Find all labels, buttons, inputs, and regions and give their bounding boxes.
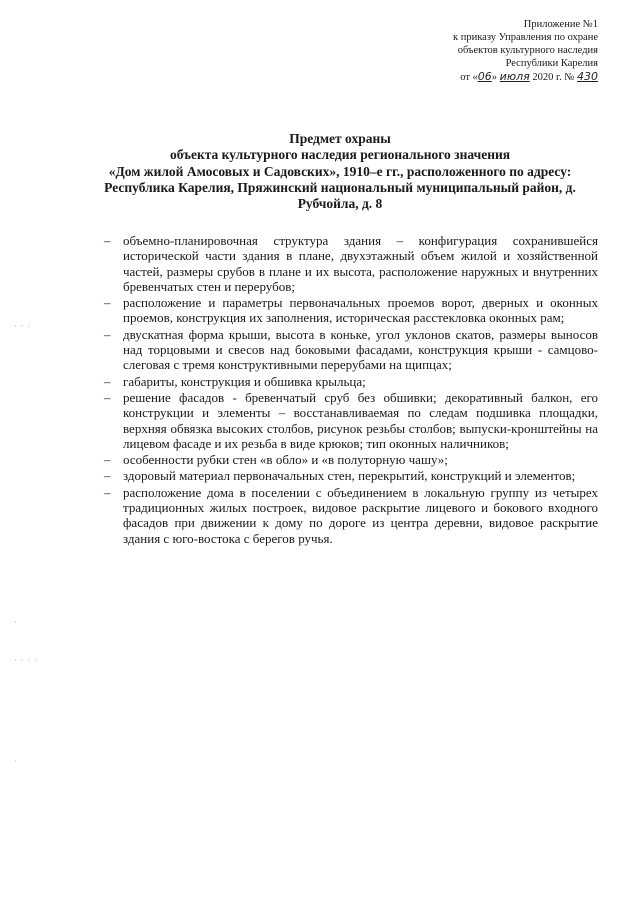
list-item: – здоровый материал первоначальных стен, перекрытий, конструкций и элементов; <box>102 468 598 483</box>
title-line-5: Рубчойла, д. 8 <box>297 196 383 212</box>
title-line-3: «Дом жилой Амосовых и Садовских», 1910–е гг., расположенного по адресу: <box>108 163 572 179</box>
list-item: – особенности рубки стен «в обло» и «в полуторную чашу»; <box>102 452 598 467</box>
appendix-authority-line: объектов культурного наследия <box>457 45 598 56</box>
list-item: – двускатная форма крыши, высота в коньке, угол уклонов скатов, размеры выносов над торцовыми и свесов над боковыми фасадами, конструкция крыши - самцово-слеговая с тремя конструктивными перерубами на щипцах; <box>102 327 598 373</box>
date-month: июля <box>499 70 530 83</box>
title-line-1: Предмет охраны <box>289 131 391 146</box>
list-item: – габариты, конструкция и обшивка крыльца; <box>102 374 598 389</box>
date-year: 2020 г. № <box>529 72 577 83</box>
title-line-2: объекта культурного наследия регионального значения <box>169 147 511 163</box>
date-prefix: от « <box>460 72 478 83</box>
appendix-header <box>368 18 598 84</box>
scan-artifact: · · · <box>14 322 31 331</box>
appendix-date-line <box>368 70 598 84</box>
title-line-4: Республика Карелия, Пряжинский национальный муниципальный район, д. <box>104 179 576 195</box>
appendix-number: Приложение №1 <box>523 19 598 30</box>
scan-artifact: · · · · <box>14 656 38 665</box>
list-item: – расположение и параметры первоначальных проемов ворот, дверных и оконных проемов, конструкция их заполнения, историческая расстекловка оконных рам; <box>102 295 598 326</box>
protection-items-list <box>102 233 598 547</box>
list-item: – объемно-планировочная структура здания – конфигурация сохранившейся исторической части здания в плане, двухэтажный объем жилой и хозяйственной частей, размеры срубов в плане и их высота, расположение наружных и внутренних бревенчатых стен и перерубов; <box>102 233 598 294</box>
appendix-region-line: Республики Карелия <box>505 58 598 69</box>
scan-artifact: · <box>14 618 18 627</box>
document-title <box>100 131 580 212</box>
date-separator: » <box>491 72 500 83</box>
scan-artifact: · <box>14 757 18 766</box>
order-number: 430 <box>577 70 598 83</box>
list-item: – расположение дома в поселении с объединением в локальную группу из четырех традиционных жилых построек, видовое раскрытие лицевого и бокового входного фасадов при движении к дому по дороге из центра деревни, видовое раскрытие здания с юго-востока с берегов ручья. <box>102 485 598 546</box>
list-item: – решение фасадов - бревенчатый сруб без обшивки; декоративный балкон, его конструкции и элементы – восстанавливаемая по следам подшивка площадки, верхняя обвязка высоких столбов, рисунок резьбы столбов; выпуски-кронштейны на лицевом фасаде и их резьба в виде крюков; тип оконных наличников; <box>102 390 598 451</box>
date-day: 06 <box>477 70 492 83</box>
appendix-order-line: к приказу Управления по охране <box>453 32 598 43</box>
